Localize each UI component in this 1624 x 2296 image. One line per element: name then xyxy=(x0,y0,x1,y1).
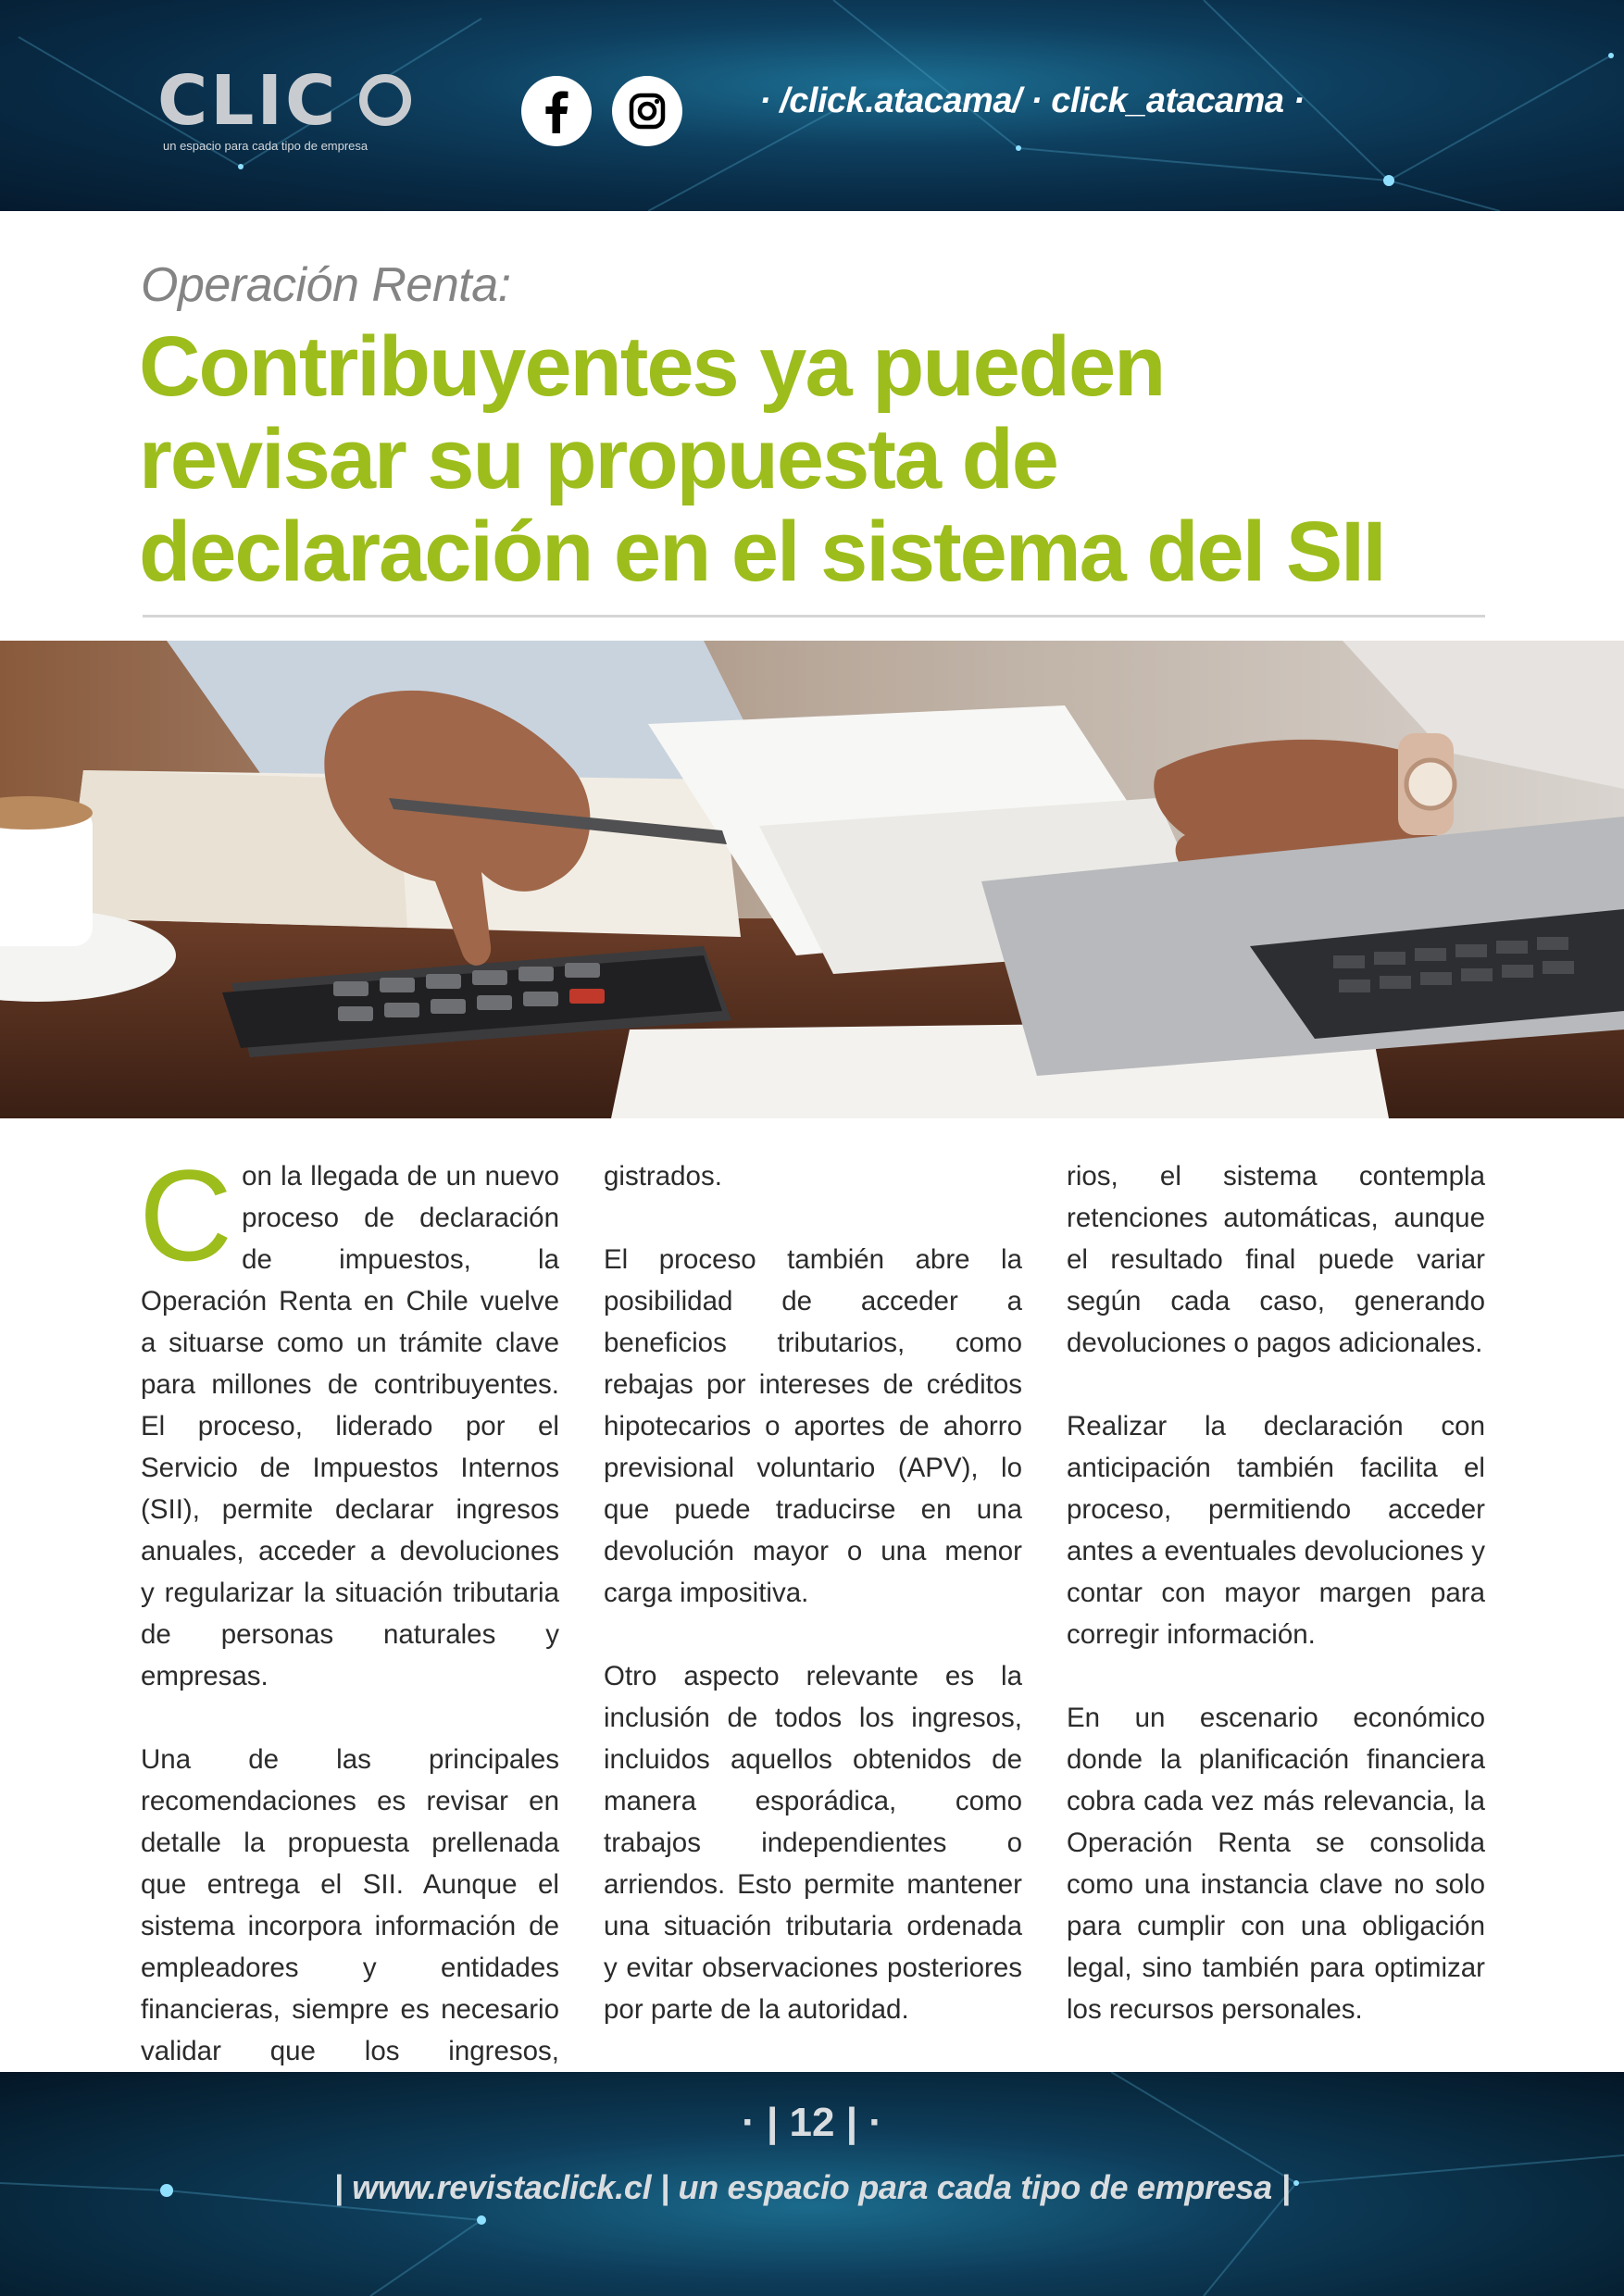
article-kicker: Operación Renta: xyxy=(141,258,511,312)
logo-ring-icon xyxy=(359,74,411,126)
logo-wordmark: CLIC xyxy=(157,61,339,141)
drop-cap: C xyxy=(139,1142,233,1288)
article-headline xyxy=(139,320,1491,598)
facebook-button[interactable] xyxy=(521,76,592,146)
headline-line-2: revisar su propuesta de xyxy=(139,412,1057,506)
article-column-1 xyxy=(139,1142,559,2197)
paragraph: gistrados. xyxy=(604,1161,722,1192)
headline-line-3: declaración en el sistema del SII xyxy=(139,505,1385,599)
header-band xyxy=(0,0,1624,211)
calculator-desk-illustration xyxy=(0,641,1624,1118)
instagram-button[interactable] xyxy=(612,76,682,146)
footer-band xyxy=(0,2072,1624,2296)
paragraph: Realizar la declaración con anticipación también facilita el proceso, permitiendo acceder antes a eventuales devoluciones y contar con mayor margen para corregir información. xyxy=(1067,1411,1485,1650)
title-divider xyxy=(143,615,1485,618)
page-number: · | 12 | · xyxy=(742,2100,882,2145)
paragraph-intro xyxy=(139,1142,559,1697)
paragraph: Una de las principales recomendaciones es revisar en detalle la propuesta prellenada que entrega el SII. Aunque el sistema incorpora información de empleadores y entidades financieras, siempre es necesario validar que los ingresos, xyxy=(141,1744,559,2066)
paragraph: En un escenario económico donde la planificación financiera cobra cada vez más relevancia, la Operación Renta se consolida como una instancia clave no solo para cumplir con una obligación legal, sino también para optimizar los recursos personales. xyxy=(1067,1703,1485,2025)
headline-line-1: Contribuyentes ya pueden xyxy=(139,319,1165,414)
article-photo xyxy=(0,641,1624,1118)
paragraph: Otro aspecto relevante es la inclusión de todos los ingresos, incluidos aquellos obtenidos de manera esporádica, como trabajos independientes o arriendos. Esto permite mantener una situación tributaria ordenada y evitar observaciones posteriores por parte de la autoridad. xyxy=(604,1661,1022,2025)
paragraph-intro-text: on la llegada de un nuevo proceso de declaración de impuestos, la Operación Renta en Chile vuelve a situarse como un trámite clave para millones de contribuyentes. El proceso, liderado por el Servicio de Impuestos Internos (SII), permite declarar ingresos anuales, acceder a devoluciones y regularizar la situación tributaria de personas naturales y empresas. xyxy=(141,1161,559,1691)
click-logo[interactable] xyxy=(157,61,435,159)
paragraph: rios, el sistema contempla retenciones automáticas, aunque el resultado final puede variar según cada caso, generando devoluciones o pagos adicionales. xyxy=(1067,1161,1485,1358)
article-column-3 xyxy=(1067,1155,1485,2072)
instagram-icon xyxy=(612,76,682,146)
footer-tagline[interactable]: | www.revistaclick.cl | un espacio para cada tipo de empresa | xyxy=(333,2168,1291,2206)
article-column-2 xyxy=(604,1155,1022,2155)
facebook-icon xyxy=(521,76,592,146)
social-handles: · /click.atacama/ · click_atacama · xyxy=(759,81,1305,120)
logo-tagline: un espacio para cada tipo de empresa xyxy=(163,139,369,153)
paragraph: El proceso también abre la posibilidad de acceder a beneficios tributarios, como rebajas por intereses de créditos hipotecarios o aportes de ahorro previsional voluntario (APV), lo que puede traducirse en una devolución mayor o una menor carga impositiva. xyxy=(604,1244,1022,1608)
